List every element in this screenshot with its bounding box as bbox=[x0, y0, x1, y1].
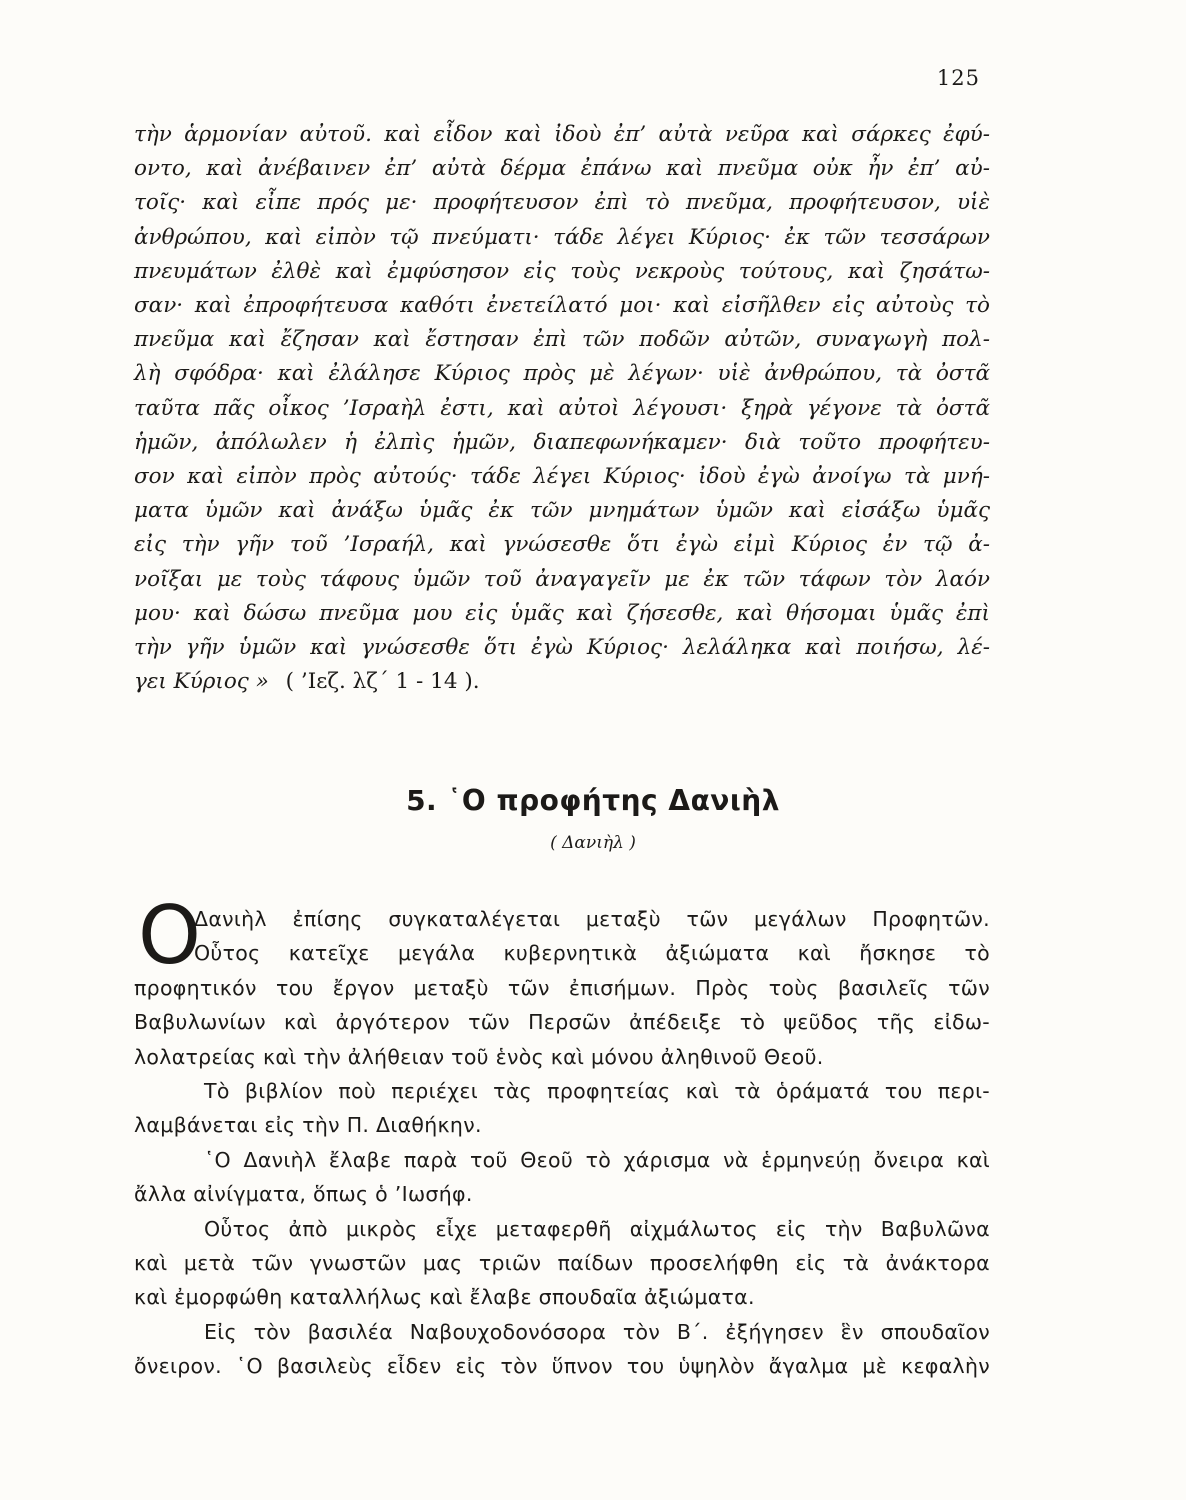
paragraph-5 bbox=[134, 1315, 990, 1384]
paragraph-line: ἄλλα αἰνίγματα, ὅπως ὁ ’Ιωσήφ. bbox=[134, 1182, 473, 1207]
quote-line: εἰς τὴν γῆν τοῦ ’Ισραήλ, καὶ γνώσεσθε ὅτι ἐγὼ εἰμὶ Κύριος ἐν τῷ ἀ- bbox=[134, 532, 990, 558]
quote-line: σαν· καὶ ἐπροφήτευσα καθότι ἐνετείλατό μοι· καὶ εἰσῆλθεν εἰς αὐτοὺς τὸ bbox=[134, 293, 990, 319]
quote-line: ματα ὑμῶν καὶ ἀνάξω ὑμᾶς ἐκ τῶν μνημάτων ὑμῶν καὶ εἰσάξω ὑμᾶς bbox=[134, 498, 990, 524]
paragraph-line: προφητικόν του ἔργον μεταξὺ τῶν ἐπισήμων. Πρὸς τοὺς βασιλεῖς τῶν bbox=[134, 975, 990, 1000]
paragraph-line: Οὗτος κατεῖχε μεγάλα κυβερνητικὰ ἀξιώματα καὶ ἤσκησε τὸ bbox=[194, 941, 990, 966]
paragraph-line: καὶ μετὰ τῶν γνωστῶν μας τριῶν παίδων προσελήφθη εἰς τὰ ἀνάκτορα bbox=[134, 1251, 990, 1276]
scripture-quote bbox=[134, 118, 990, 699]
quote-line: ταῦτα πᾶς οἶκος ’Ισραὴλ ἐστι, καὶ αὐτοὶ λέγουσι· ξηρὰ γέγονε τὰ ὀστᾶ bbox=[134, 395, 990, 421]
paragraph-line: Τὸ βιβλίον ποὺ περιέχει τὰς προφητείας καὶ τὰ ὁράματά του περι- bbox=[204, 1079, 990, 1104]
body-text bbox=[134, 902, 990, 1384]
quote-line: τοῖς· καὶ εἶπε πρός με· προφήτευσον ἐπὶ τὸ πνεῦμα, προφήτευσον, υἱὲ bbox=[134, 190, 990, 216]
paragraph-3 bbox=[134, 1143, 990, 1212]
paragraph-line: Βαβυλωνίων καὶ ἀργότερον τῶν Περσῶν ἀπέδειξε τὸ ψεῦδος τῆς εἰδω- bbox=[134, 1010, 990, 1035]
paragraph-line: λολατρείας καὶ τὴν ἀλήθειαν τοῦ ἑνὸς καὶ μόνου ἀληθινοῦ Θεοῦ. bbox=[134, 1044, 824, 1069]
quote-line: τὴν ἁρμονίαν αὐτοῦ. καὶ εἶδον καὶ ἰδοὺ ἐπ’ αὐτὰ νεῦρα καὶ σάρκες ἐφύ- bbox=[134, 122, 990, 147]
paragraph-4 bbox=[134, 1212, 990, 1315]
paragraph-line: Δανιὴλ ἐπίσης συγκαταλέγεται μεταξὺ τῶν μεγάλων Προφητῶν. bbox=[194, 907, 990, 931]
page-number: 125 bbox=[936, 66, 980, 90]
quote-line: σον καὶ εἰπὸν πρὸς αὐτούς· τάδε λέγει Κύριος· ἰδοὺ ἐγὼ ἀνοίγω τὰ μνή- bbox=[134, 464, 990, 490]
paragraph-1 bbox=[134, 902, 990, 1074]
quote-line: νοῖξαι με τοὺς τάφους ὑμῶν τοῦ ἀναγαγεῖν με ἐκ τῶν τάφων τὸν λαόν bbox=[134, 566, 990, 592]
quote-line: ἀνθρώπου, καὶ εἰπὸν τῷ πνεύματι· τάδε λέγει Κύριος· ἐκ τῶν τεσσάρων bbox=[134, 224, 990, 250]
quote-line: πνευμάτων ἐλθὲ καὶ ἐμφύσησον εἰς τοὺς νεκροὺς τούτους, καὶ ζησάτω- bbox=[134, 258, 990, 284]
paragraph-line: ὄνειρον. ῾Ο βασιλεὺς εἶδεν εἰς τὸν ὕπνον του ὑψηλὸν ἄγαλμα μὲ κεφαλὴν bbox=[134, 1354, 990, 1379]
paragraph-2 bbox=[134, 1074, 990, 1143]
paragraph-line: Εἰς τὸν βασιλέα Ναβουχοδονόσορα τὸν Β΄. ἐξήγησεν ἓν σπουδαῖον bbox=[204, 1319, 990, 1344]
quote-line: μου· καὶ δώσω πνεῦμα μου εἰς ὑμᾶς καὶ ζήσεσθε, καὶ θήσομαι ὑμᾶς ἐπὶ bbox=[134, 600, 990, 626]
section-title: 5. ῾Ο προφήτης Δανιὴλ bbox=[406, 784, 780, 817]
paragraph-line: Οὗτος ἀπὸ μικρὸς εἶχε μεταφερθῆ αἰχμάλωτος εἰς τὴν Βαβυλῶνα bbox=[204, 1216, 990, 1241]
paragraph-line: καὶ ἐμορφώθη καταλλήλως καὶ ἔλαβε σπουδαῖα ἀξιώματα. bbox=[134, 1285, 755, 1310]
quote-line: λὴ σφόδρα· καὶ ἐλάλησε Κύριος πρὸς μὲ λέγων· υἱὲ ἀνθρώπου, τὰ ὀστᾶ bbox=[134, 361, 990, 387]
quote-citation: ( ’Ιεζ. λζ΄ 1 - 14 ). bbox=[285, 669, 480, 695]
quote-line: ἡμῶν, ἀπόλωλεν ἡ ἐλπὶς ἡμῶν, διαπεφωνήκαμεν· διὰ τοῦτο προφήτευ- bbox=[134, 429, 990, 455]
quote-closing-text: γει Κύριος » bbox=[134, 669, 269, 695]
drop-cap: Ο bbox=[138, 889, 201, 982]
section-subtitle: ( Δανιὴλ ) bbox=[550, 833, 636, 853]
quote-line: τὴν γῆν ὑμῶν καὶ γνώσεσθε ὅτι ἐγὼ Κύριος· λελάληκα καὶ ποιήσω, λέ- bbox=[134, 635, 990, 661]
quote-line: οντο, καὶ ἀνέβαινεν ἐπ’ αὐτὰ δέρμα ἐπάνω καὶ πνεῦμα οὐκ ἦν ἐπ’ αὐ- bbox=[134, 156, 990, 182]
paragraph-line: λαμβάνεται εἰς τὴν Π. Διαθήκην. bbox=[134, 1113, 482, 1138]
paragraph-line: ῾Ο Δανιὴλ ἔλαβε παρὰ τοῦ Θεοῦ τὸ χάρισμα νὰ ἑρμηνεύῃ ὄνειρα καὶ bbox=[204, 1147, 990, 1172]
quote-line: πνεῦμα καὶ ἔζησαν καὶ ἔστησαν ἐπὶ τῶν ποδῶν αὐτῶν, συναγωγὴ πολ- bbox=[134, 327, 990, 353]
quote-last-line bbox=[134, 665, 990, 699]
